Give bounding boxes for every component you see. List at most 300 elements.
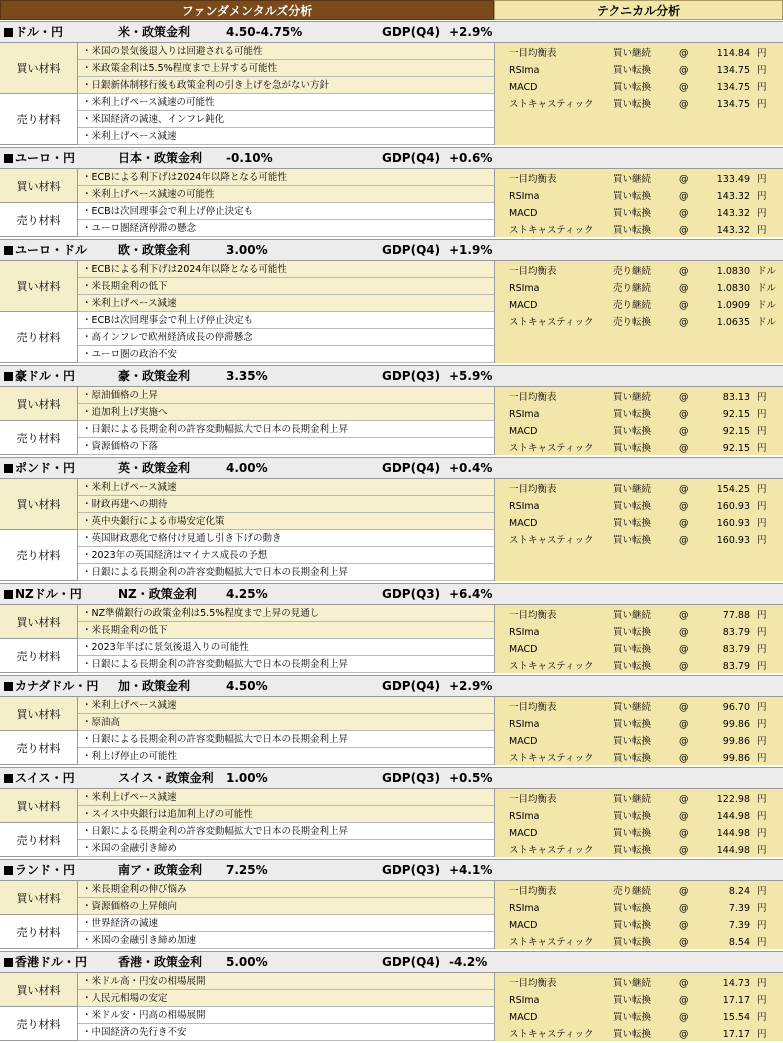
- policy-rate-label: 英・政策金利: [118, 461, 191, 475]
- technical-panel: [494, 973, 783, 1041]
- technical-row: [495, 188, 783, 205]
- policy-rate-value: 4.50-4.75%: [226, 25, 303, 39]
- technical-row: [495, 481, 783, 498]
- gdp-value: +2.9%: [449, 679, 493, 693]
- gdp-label: GDP(Q4): [382, 151, 441, 165]
- indicator-name: MACD: [509, 920, 538, 931]
- square-bullet-icon: [4, 154, 13, 163]
- buy-factor-text: 資源価格の上昇傾向: [91, 901, 178, 912]
- price-unit: ドル: [757, 266, 777, 277]
- sell-factor-text: 米国経済の減速、インフレ鈍化: [91, 114, 225, 125]
- indicator-name: MACD: [509, 518, 538, 529]
- technical-row: [495, 607, 783, 624]
- technical-header: テクニカル分析: [494, 0, 783, 20]
- price-unit: 円: [757, 1012, 767, 1023]
- price-value: 154.25: [716, 484, 750, 495]
- bullet-dot-icon: ・: [82, 315, 92, 326]
- at-symbol: @: [679, 317, 689, 328]
- buy-factor-item: [78, 973, 494, 990]
- square-bullet-icon: [4, 774, 13, 783]
- technical-row: [495, 498, 783, 515]
- bullet-dot-icon: ・: [82, 1027, 92, 1038]
- buy-factor-text: ECBによる利下げは2024年以降となる可能性: [91, 264, 287, 275]
- at-symbol: @: [679, 191, 689, 202]
- signal-text: 買い転換: [613, 1012, 652, 1023]
- price-value: 1.0909: [716, 300, 750, 311]
- indicator-name: ストキャスティック: [509, 99, 594, 110]
- price-value: 144.98: [716, 811, 750, 822]
- sell-factor-item: [78, 421, 494, 438]
- indicator-name: MACD: [509, 644, 538, 655]
- at-symbol: @: [679, 501, 689, 512]
- signal-text: 買い転換: [613, 443, 652, 454]
- policy-rate-label: 香港・政策金利: [118, 955, 203, 969]
- price-value: 99.86: [722, 753, 750, 764]
- buy-factor-item: [78, 496, 494, 513]
- buy-factor-text: ECBによる利下げは2024年以降となる可能性: [91, 172, 287, 183]
- buy-factor-text: 米利上げペース減速: [91, 298, 177, 309]
- square-bullet-icon: [4, 958, 13, 967]
- sell-factor-text: 世界経済の減速: [91, 918, 159, 929]
- at-symbol: @: [679, 719, 689, 730]
- price-value: 144.98: [716, 828, 750, 839]
- price-unit: 円: [757, 1029, 767, 1040]
- bullet-dot-icon: ・: [82, 424, 92, 435]
- technical-row: [495, 624, 783, 641]
- bullet-dot-icon: ・: [82, 131, 92, 142]
- indicator-name: ストキャスティック: [509, 225, 594, 236]
- indicator-name: RSIma: [509, 627, 540, 638]
- price-unit: 円: [757, 409, 767, 420]
- pair-title: [4, 584, 82, 604]
- bullet-dot-icon: ・: [82, 390, 92, 401]
- signal-text: 買い転換: [613, 920, 652, 931]
- currency-section: [0, 457, 783, 581]
- signal-text: 売り継続: [613, 283, 652, 294]
- gdp-value: +0.4%: [449, 461, 493, 475]
- technical-row: [495, 750, 783, 767]
- buy-factor-item: [78, 990, 494, 1007]
- sell-factor-item: [78, 530, 494, 547]
- buy-factors-label: 買い材料: [0, 479, 78, 530]
- at-symbol: @: [679, 610, 689, 621]
- price-unit: 円: [757, 191, 767, 202]
- signal-text: 買い転換: [613, 903, 652, 914]
- indicator-name: MACD: [509, 300, 538, 311]
- price-unit: 円: [757, 627, 767, 638]
- indicator-name: 一目均衡表: [509, 48, 557, 59]
- price-value: 134.75: [716, 82, 750, 93]
- bullet-dot-icon: ・: [82, 659, 92, 670]
- price-unit: 円: [757, 443, 767, 454]
- bullet-dot-icon: ・: [82, 918, 92, 929]
- bullet-dot-icon: ・: [82, 114, 92, 125]
- at-symbol: @: [679, 518, 689, 529]
- buy-factors-label: 買い材料: [0, 697, 78, 731]
- technical-panel: [494, 479, 783, 581]
- price-value: 8.54: [728, 937, 750, 948]
- technical-row: [495, 825, 783, 842]
- buy-factors-label: 買い材料: [0, 261, 78, 312]
- section-header: [0, 21, 783, 43]
- sell-factor-text: 日銀による長期金利の許容変動幅拡大で日本の長期金利上昇: [91, 659, 349, 670]
- price-value: 99.86: [722, 736, 750, 747]
- at-symbol: @: [679, 1029, 689, 1040]
- bullet-dot-icon: ・: [82, 1010, 92, 1021]
- currency-section: [0, 859, 783, 949]
- policy-rate-label: 豪・政策金利: [118, 369, 191, 383]
- technical-row: [495, 515, 783, 532]
- currency-section: [0, 21, 783, 145]
- indicator-name: ストキャスティック: [509, 317, 594, 328]
- bullet-dot-icon: ・: [82, 608, 92, 619]
- technical-row: [495, 205, 783, 222]
- price-unit: 円: [757, 82, 767, 93]
- policy-rate-value: 1.00%: [226, 771, 268, 785]
- price-value: 144.98: [716, 845, 750, 856]
- policy-rate-value: 4.00%: [226, 461, 268, 475]
- fundamental-header: ファンダメンタルズ分析: [0, 0, 494, 20]
- bullet-dot-icon: ・: [82, 499, 92, 510]
- technical-row: [495, 222, 783, 239]
- price-value: 143.32: [716, 225, 750, 236]
- price-unit: 円: [757, 845, 767, 856]
- buy-factor-item: [78, 605, 494, 622]
- square-bullet-icon: [4, 682, 13, 691]
- signal-text: 買い転換: [613, 409, 652, 420]
- policy-rate-label: 欧・政策金利: [118, 243, 191, 257]
- pair-name: ユーロ・ドル: [15, 243, 88, 257]
- buy-factor-text: スイス中央銀行は追加利上げの可能性: [91, 809, 253, 820]
- technical-row: [495, 314, 783, 331]
- at-symbol: @: [679, 1012, 689, 1023]
- buy-factors-label: 買い材料: [0, 43, 78, 94]
- indicator-name: RSIma: [509, 409, 540, 420]
- signal-text: 買い転換: [613, 811, 652, 822]
- at-symbol: @: [679, 644, 689, 655]
- pair-name: 香港ドル・円: [15, 955, 88, 969]
- price-value: 83.79: [722, 644, 750, 655]
- bullet-dot-icon: ・: [82, 482, 92, 493]
- gdp-value: +2.9%: [449, 25, 493, 39]
- sell-factor-text: 日銀による長期金利の許容変動幅拡大で日本の長期金利上昇: [91, 424, 349, 435]
- bullet-dot-icon: ・: [82, 751, 92, 762]
- signal-text: 買い転換: [613, 65, 652, 76]
- technical-row: [495, 45, 783, 62]
- buy-factor-text: 米政策金利は5.5%程度まで上昇する可能性: [91, 63, 278, 74]
- indicator-name: ストキャスティック: [509, 845, 594, 856]
- at-symbol: @: [679, 48, 689, 59]
- price-unit: 円: [757, 535, 767, 546]
- bullet-dot-icon: ・: [82, 826, 92, 837]
- sell-factor-item: [78, 111, 494, 128]
- sell-factor-text: 米利上げペース減速: [91, 131, 177, 142]
- indicator-name: 一目均衡表: [509, 484, 557, 495]
- bullet-dot-icon: ・: [82, 700, 92, 711]
- price-unit: 円: [757, 753, 767, 764]
- bullet-dot-icon: ・: [82, 533, 92, 544]
- at-symbol: @: [679, 283, 689, 294]
- square-bullet-icon: [4, 372, 13, 381]
- signal-text: 買い転換: [613, 426, 652, 437]
- technical-row: [495, 658, 783, 675]
- buy-factor-text: 米利上げペース減速: [91, 700, 177, 711]
- price-unit: 円: [757, 484, 767, 495]
- signal-text: 買い転換: [613, 99, 652, 110]
- buy-factor-text: 米利上げペース減速: [91, 792, 177, 803]
- technical-panel: [494, 789, 783, 857]
- price-unit: 円: [757, 48, 767, 59]
- price-value: 143.32: [716, 208, 750, 219]
- currency-section: [0, 767, 783, 857]
- buy-factor-text: 財政再建への期待: [91, 499, 168, 510]
- pair-name: NZドル・円: [15, 587, 82, 601]
- price-unit: 円: [757, 392, 767, 403]
- currency-section: [0, 675, 783, 765]
- sell-factor-item: [78, 1007, 494, 1024]
- signal-text: 売り継続: [613, 266, 652, 277]
- price-value: 92.15: [722, 443, 750, 454]
- bullet-dot-icon: ・: [82, 349, 92, 360]
- bullet-dot-icon: ・: [82, 97, 92, 108]
- indicator-name: RSIma: [509, 191, 540, 202]
- buy-factor-text: 追加利上げ実施へ: [91, 407, 168, 418]
- pair-name: スイス・円: [15, 771, 75, 785]
- section-header: [0, 675, 783, 697]
- buy-factor-item: [78, 387, 494, 404]
- bullet-dot-icon: ・: [82, 46, 92, 57]
- price-unit: 円: [757, 501, 767, 512]
- indicator-name: RSIma: [509, 719, 540, 730]
- bullet-dot-icon: ・: [82, 441, 92, 452]
- technical-row: [495, 423, 783, 440]
- pair-name: 豪ドル・円: [15, 369, 76, 383]
- at-symbol: @: [679, 174, 689, 185]
- technical-row: [495, 263, 783, 280]
- price-unit: 円: [757, 174, 767, 185]
- indicator-name: MACD: [509, 208, 538, 219]
- price-unit: ドル: [757, 317, 777, 328]
- buy-factor-text: 原油価格の上昇: [91, 390, 159, 401]
- signal-text: 買い継続: [613, 484, 652, 495]
- buy-factors-label: 買い材料: [0, 973, 78, 1007]
- bullet-dot-icon: ・: [82, 809, 92, 820]
- section-header: [0, 147, 783, 169]
- price-value: 99.86: [722, 719, 750, 730]
- price-unit: 円: [757, 518, 767, 529]
- pair-title: [4, 952, 87, 972]
- buy-factor-text: 日銀新体制移行後も政策金利の引き上げを急がない方針: [91, 80, 330, 91]
- price-value: 77.88: [722, 610, 750, 621]
- indicator-name: MACD: [509, 1012, 538, 1023]
- at-symbol: @: [679, 443, 689, 454]
- price-value: 160.93: [716, 518, 750, 529]
- gdp-label: GDP(Q4): [382, 955, 441, 969]
- buy-factors-label: 買い材料: [0, 789, 78, 823]
- price-unit: ドル: [757, 300, 777, 311]
- indicator-name: RSIma: [509, 283, 540, 294]
- indicator-name: RSIma: [509, 903, 540, 914]
- technical-row: [495, 975, 783, 992]
- signal-text: 買い転換: [613, 828, 652, 839]
- currency-section: [0, 583, 783, 673]
- technical-panel: [494, 43, 783, 145]
- at-symbol: @: [679, 978, 689, 989]
- buy-factor-item: [78, 295, 494, 312]
- technical-row: [495, 900, 783, 917]
- price-value: 114.84: [716, 48, 750, 59]
- indicator-name: RSIma: [509, 65, 540, 76]
- technical-row: [495, 791, 783, 808]
- at-symbol: @: [679, 702, 689, 713]
- section-header: [0, 365, 783, 387]
- buy-factor-item: [78, 513, 494, 530]
- technical-row: [495, 406, 783, 423]
- indicator-name: ストキャスティック: [509, 1029, 594, 1040]
- buy-factor-item: [78, 278, 494, 295]
- indicator-name: ストキャスティック: [509, 937, 594, 948]
- bullet-dot-icon: ・: [82, 843, 92, 854]
- gdp-label: GDP(Q3): [382, 863, 441, 877]
- signal-text: 買い転換: [613, 995, 652, 1006]
- price-value: 7.39: [728, 903, 750, 914]
- bullet-dot-icon: ・: [82, 901, 92, 912]
- sell-factor-text: 利上げ停止の可能性: [91, 751, 178, 762]
- currency-section: [0, 951, 783, 1041]
- signal-text: 買い転換: [613, 644, 652, 655]
- bullet-dot-icon: ・: [82, 298, 92, 309]
- buy-factor-item: [78, 714, 494, 731]
- bullet-dot-icon: ・: [82, 63, 92, 74]
- at-symbol: @: [679, 995, 689, 1006]
- price-unit: 円: [757, 99, 767, 110]
- at-symbol: @: [679, 903, 689, 914]
- pair-title: [4, 148, 75, 168]
- at-symbol: @: [679, 65, 689, 76]
- sell-factors-label: 売り材料: [0, 731, 78, 765]
- price-unit: 円: [757, 978, 767, 989]
- sell-factor-text: 米利上げペース減速の可能性: [91, 97, 215, 108]
- signal-text: 買い転換: [613, 937, 652, 948]
- signal-text: 買い継続: [613, 978, 652, 989]
- technical-row: [495, 716, 783, 733]
- technical-row: [495, 171, 783, 188]
- buy-factor-text: 米国の景気後退入りは回避される可能性: [91, 46, 263, 57]
- indicator-name: RSIma: [509, 501, 540, 512]
- price-unit: 円: [757, 208, 767, 219]
- technical-panel: [494, 169, 783, 237]
- signal-text: 買い転換: [613, 82, 652, 93]
- indicator-name: MACD: [509, 426, 538, 437]
- at-symbol: @: [679, 300, 689, 311]
- price-value: 160.93: [716, 535, 750, 546]
- technical-row: [495, 297, 783, 314]
- signal-text: 買い転換: [613, 627, 652, 638]
- sell-factor-text: 日銀による長期金利の許容変動幅拡大で日本の長期金利上昇: [91, 734, 349, 745]
- sell-factor-item: [78, 438, 494, 455]
- technical-row: [495, 1009, 783, 1026]
- bullet-dot-icon: ・: [82, 172, 92, 183]
- price-value: 7.39: [728, 920, 750, 931]
- gdp-label: GDP(Q4): [382, 25, 441, 39]
- sell-factor-text: 日銀による長期金利の許容変動幅拡大で日本の長期金利上昇: [91, 826, 349, 837]
- gdp-label: GDP(Q4): [382, 461, 441, 475]
- policy-rate-value: 7.25%: [226, 863, 268, 877]
- signal-text: 買い転換: [613, 208, 652, 219]
- indicator-name: ストキャスティック: [509, 753, 594, 764]
- indicator-name: 一目均衡表: [509, 174, 557, 185]
- price-value: 15.54: [722, 1012, 750, 1023]
- buy-factor-item: [78, 479, 494, 496]
- pair-name: ランド・円: [15, 863, 76, 877]
- gdp-label: GDP(Q3): [382, 771, 441, 785]
- technical-row: [495, 532, 783, 549]
- square-bullet-icon: [4, 28, 13, 37]
- pair-title: [4, 768, 75, 788]
- sell-factor-item: [78, 94, 494, 111]
- sell-factor-text: ユーロ圏経済停滞の懸念: [91, 223, 197, 234]
- at-symbol: @: [679, 753, 689, 764]
- section-header: [0, 457, 783, 479]
- policy-rate-value: 4.25%: [226, 587, 268, 601]
- buy-factor-text: 原油高: [91, 717, 121, 728]
- price-unit: 円: [757, 903, 767, 914]
- sell-factor-text: 高インフレで欧州経済成長の停滞懸念: [91, 332, 253, 343]
- policy-rate-label: 日本・政策金利: [118, 151, 203, 165]
- sell-factor-text: 米国の金融引き締め: [91, 843, 178, 854]
- at-symbol: @: [679, 208, 689, 219]
- price-unit: 円: [757, 719, 767, 730]
- bullet-dot-icon: ・: [82, 642, 92, 653]
- price-unit: 円: [757, 426, 767, 437]
- bullet-dot-icon: ・: [82, 734, 92, 745]
- price-value: 1.0830: [716, 266, 750, 277]
- price-unit: 円: [757, 661, 767, 672]
- pair-title: [4, 240, 87, 260]
- sell-factors-label: 売り材料: [0, 312, 78, 363]
- bullet-dot-icon: ・: [82, 80, 92, 91]
- bullet-dot-icon: ・: [82, 935, 92, 946]
- sell-factor-item: [78, 639, 494, 656]
- buy-factor-item: [78, 186, 494, 203]
- technical-panel: [494, 881, 783, 949]
- indicator-name: ストキャスティック: [509, 443, 594, 454]
- sell-factor-item: [78, 220, 494, 237]
- price-unit: 円: [757, 644, 767, 655]
- technical-row: [495, 389, 783, 406]
- sell-factor-item: [78, 823, 494, 840]
- price-unit: 円: [757, 828, 767, 839]
- technical-panel: [494, 261, 783, 363]
- policy-rate-label: スイス・政策金利: [118, 771, 214, 785]
- policy-rate-value: -0.10%: [226, 151, 273, 165]
- technical-row: [495, 699, 783, 716]
- price-unit: 円: [757, 736, 767, 747]
- signal-text: 買い継続: [613, 48, 652, 59]
- price-value: 17.17: [722, 995, 750, 1006]
- section-header: [0, 767, 783, 789]
- sell-factor-item: [78, 346, 494, 363]
- indicator-name: MACD: [509, 736, 538, 747]
- signal-text: 買い転換: [613, 736, 652, 747]
- price-value: 83.79: [722, 627, 750, 638]
- at-symbol: @: [679, 845, 689, 856]
- price-value: 96.70: [722, 702, 750, 713]
- at-symbol: @: [679, 484, 689, 495]
- technical-row: [495, 733, 783, 750]
- signal-text: 買い継続: [613, 392, 652, 403]
- signal-text: 買い転換: [613, 719, 652, 730]
